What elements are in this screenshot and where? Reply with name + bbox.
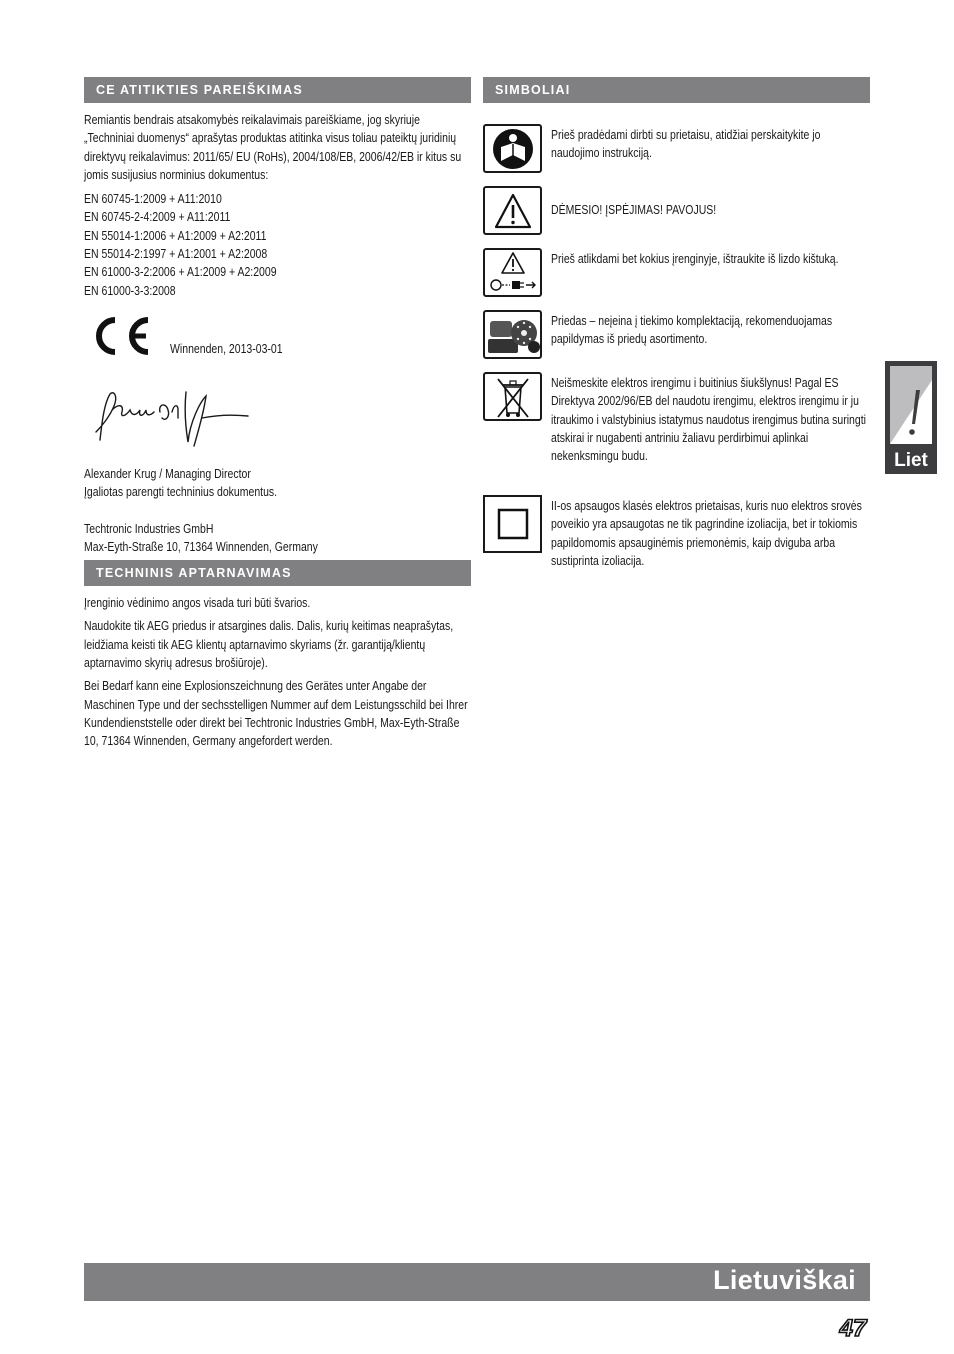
standard-item: EN 61000-3-2:2006 + A1:2009 + A2:2009 xyxy=(84,264,277,280)
symbol-text: Prieš pradėdami dirbti su prietaisu, atidžiai perskaitykite jo naudojimo instrukciją. xyxy=(551,127,821,161)
exclamation-icon xyxy=(890,366,932,444)
place-date: Winnenden, 2013-03-01 xyxy=(170,340,283,356)
right-column xyxy=(483,77,870,577)
standard-item: EN 60745-1:2009 + A11:2010 xyxy=(84,191,222,207)
read-manual-icon xyxy=(483,124,542,173)
service-body xyxy=(84,594,471,750)
signature-image xyxy=(88,382,258,452)
service-paragraph: Bei Bedarf kann eine Explosionszeichnung des Gerätes unter Angabe der Maschinen Type und der sechsstelligen Nummer auf dem Leistungsschild bei Ihrer Kundendienststelle oder direkt bei Techtronic Industries GmbH, Max-Eyth-Straße 10, 71364 Winnenden, Germany angefordert werden. xyxy=(84,678,468,749)
service-paragraph: Naudokite tik AEG priedus ir atsargines dalis. Dalis, kurių keitimas neaprašytas, leidžiama keisti tik AEG klientų aptarnavimo skyriams (žr. garantiją/klientų aptarnavimo skyrių adresus brošiūroje). xyxy=(84,618,454,671)
ce-paragraph: Remiantis bendrais atsakomybės reikalavimais pareiškiame, jog skyriuje „Techniniai duomenys“ aprašytas produktas atitinka visus toliau pateiktų juridinių direktyvų reikalavimus: 2011/65/ EU (RoHs), 2004/108/EB, 2006/42/EB ir kitus su jomis susijusius norminius dokumentus: xyxy=(84,112,462,182)
symbol-text: Prieš atlikdami bet kokius įrenginyje, ištraukite iš lizdo kištuką. xyxy=(551,251,839,266)
symbol-text: Neišmeskite elektros irengimu i buitinius šiukšlynus! Pagal ES Direktyva 2002/96/EB del naudotu irengimu, elektros irengimu ir ju itraukimo i valstybinius istatymus naudotus irengimus butina suringti atskirai ir nugabenti antriniu žaliavu perdirbimui aplinkai nekenksmingu budu. xyxy=(551,375,866,464)
side-tab-label: Liet xyxy=(894,450,928,471)
service-heading: TECHNINIS APTARNAVIMAS xyxy=(84,560,471,586)
ce-mark-row xyxy=(84,314,471,364)
symbols-list xyxy=(483,124,870,577)
page-number xyxy=(836,1314,870,1342)
service-paragraph: Įrenginio vėdinimo angos visada turi būti švarios. xyxy=(84,595,311,611)
signer-name: Alexander Krug / Managing Director xyxy=(84,465,251,481)
ce-declaration-body xyxy=(84,111,471,556)
language-title: Lietuviškai xyxy=(713,1265,856,1295)
side-tab-graphic xyxy=(890,366,932,444)
symbol-item xyxy=(483,372,870,495)
standard-item: EN 55014-1:2006 + A1:2009 + A2:2011 xyxy=(84,227,267,243)
ce-mark-icon xyxy=(88,314,150,358)
symbol-item xyxy=(483,186,870,248)
warning-triangle-icon xyxy=(483,186,542,235)
page-number-text: 47 xyxy=(839,1315,867,1342)
symbol-item xyxy=(483,124,870,186)
language-side-tab xyxy=(885,361,937,474)
symbol-text: DĖMESIO! ĮSPĖJIMAS! PAVOJUS! xyxy=(551,202,717,217)
standard-item: EN 60745-2-4:2009 + A11:2011 xyxy=(84,209,231,225)
symbol-item xyxy=(483,310,870,372)
left-column xyxy=(84,77,471,751)
signer-role: Įgaliotas parengti techninius dokumentus. xyxy=(84,484,278,500)
symbol-item xyxy=(483,495,870,577)
ce-declaration-heading: CE ATITIKTIES PAREIŠKIMAS xyxy=(84,77,471,103)
standards-list xyxy=(84,190,471,300)
symbols-heading: SIMBOLIAI xyxy=(483,77,870,103)
unplug-warning-icon xyxy=(483,248,542,297)
company-name: Techtronic Industries GmbH xyxy=(84,520,214,536)
crossed-bin-icon xyxy=(483,372,542,421)
accessory-discs-icon xyxy=(483,310,542,359)
page-number-graphic xyxy=(836,1314,870,1342)
symbol-item xyxy=(483,248,870,310)
class-ii-insulation-icon xyxy=(483,495,542,553)
standard-item: EN 55014-2:1997 + A1:2001 + A2:2008 xyxy=(84,246,268,262)
company-address: Max-Eyth-Straße 10, 71364 Winnenden, Germany xyxy=(84,538,318,554)
symbol-text: II-os apsaugos klasės elektros prietaisas, kuris nuo elektros srovės poveikio yra apsaugotas ne tik pagrindine izoliacija, bet ir tokiomis papildomomis apsauginėmis priemonėmis, kaip dviguba arba sustiprinta izoliacija. xyxy=(551,498,862,568)
language-footer-bar xyxy=(84,1263,870,1301)
symbol-text: Priedas – neįeina į tiekimo komplektaciją, rekomenduojamas papildymas iš priedų asortimento. xyxy=(551,313,833,347)
standard-item: EN 61000-3-3:2008 xyxy=(84,282,176,298)
